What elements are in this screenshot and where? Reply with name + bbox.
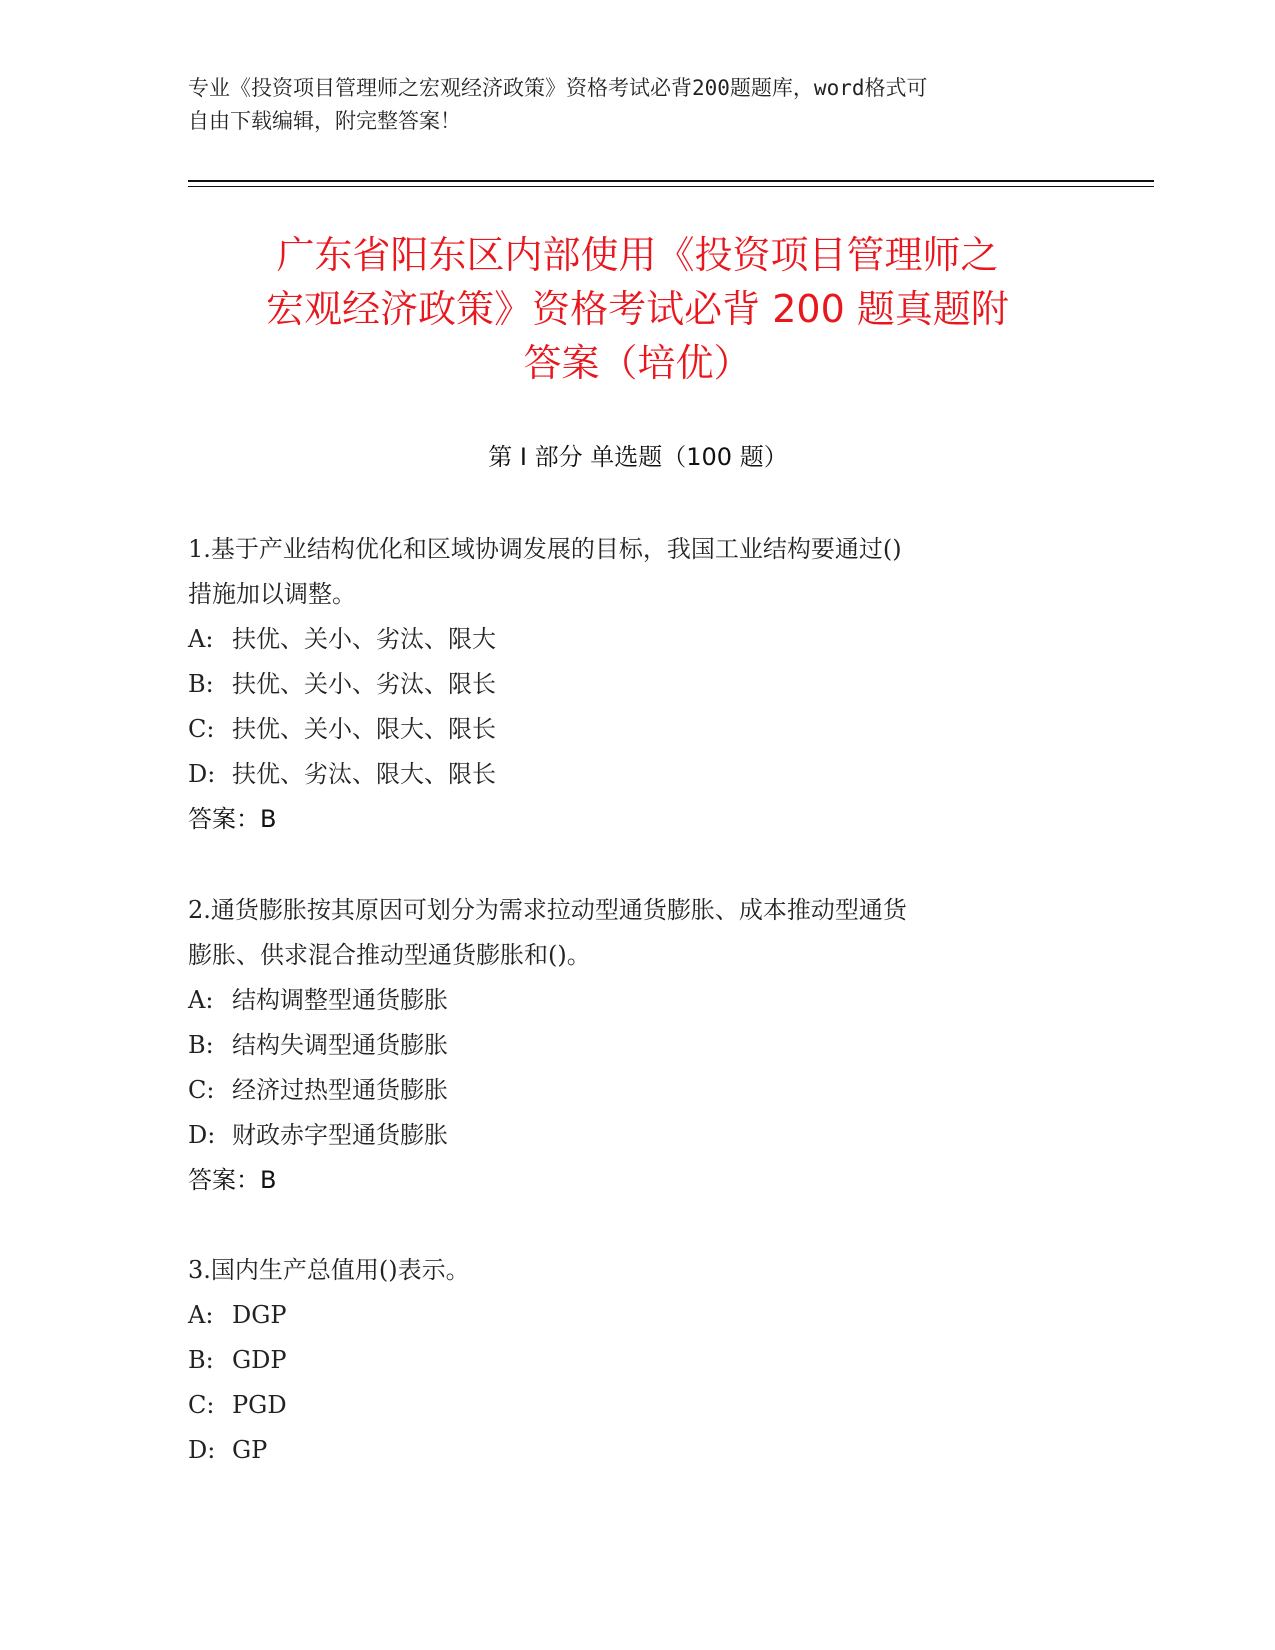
option-letter: D: [188,760,216,788]
option-text: DGP [232,1301,287,1329]
question-2-option-b [188,1023,1068,1068]
question-2-option-d [188,1113,1068,1158]
option-text: 财政赤字型通货膨胀 [232,1121,448,1149]
option-text: GP [232,1436,268,1464]
question-1 [188,527,1068,842]
option-letter: A: [188,986,214,1014]
question-3-text-line-1: 3.国内生产总值用()表示。 [188,1256,470,1284]
question-1-text-line-1: 1.基于产业结构优化和区域协调发展的目标，我国工业结构要通过() [188,535,902,563]
question-2-text-line-2: 膨胀、供求混合推动型通货膨胀和()。 [188,941,591,969]
option-letter: D: [188,1436,216,1464]
document-title-line-1: 广东省阳东区内部使用《投资项目管理师之 [276,233,999,277]
question-3 [188,1248,1068,1473]
header-note-line-2: 自由下载编辑，附完整答案！ [188,109,461,133]
option-text: 结构失调型通货膨胀 [232,1031,448,1059]
question-2-answer: 答案：B [188,1166,277,1194]
header-note [188,72,1068,138]
question-3-option-d [188,1428,1068,1473]
option-letter: D: [188,1121,216,1149]
option-letter: A: [188,1301,214,1329]
option-letter: C: [188,1076,215,1104]
option-letter: A: [188,625,214,653]
option-text: 扶优、关小、限大、限长 [232,715,496,743]
question-2-text-line-1: 2.通货膨胀按其原因可划分为需求拉动型通货膨胀、成本推动型通货 [188,896,907,924]
question-3-option-b [188,1338,1068,1383]
option-letter: B: [188,1346,214,1374]
question-1-option-b [188,662,1068,707]
option-letter: C: [188,1391,215,1419]
document-title-line-3: 答案（培优） [523,341,752,385]
question-3-option-a [188,1293,1068,1338]
question-1-text-line-2: 措施加以调整。 [188,580,356,608]
option-text: PGD [232,1391,287,1419]
option-text: 扶优、关小、劣汰、限大 [232,625,496,653]
question-1-option-d [188,752,1068,797]
option-text: 经济过热型通货膨胀 [232,1076,448,1104]
question-3-option-c [188,1383,1068,1428]
question-1-answer: 答案：B [188,805,277,833]
option-letter: C: [188,715,215,743]
option-text: 结构调整型通货膨胀 [232,986,448,1014]
document-title-line-2: 宏观经济政策》资格考试必背 200 题真题附 [266,287,1009,331]
document-title [160,228,1115,390]
section-heading: 第 I 部分 单选题（100 题） [488,443,788,471]
option-letter: B: [188,1031,214,1059]
question-2 [188,888,1068,1203]
question-2-option-a [188,978,1068,1023]
question-1-option-a [188,617,1068,662]
question-1-option-c [188,707,1068,752]
option-text: GDP [232,1346,287,1374]
header-divider-thick [188,180,1154,182]
option-text: 扶优、关小、劣汰、限长 [232,670,496,698]
header-divider-thin [188,186,1154,187]
header-note-line-1: 专业《投资项目管理师之宏观经济政策》资格考试必背200题题库，word格式可 [188,76,928,100]
question-2-option-c [188,1068,1068,1113]
option-letter: B: [188,670,214,698]
option-text: 扶优、劣汰、限大、限长 [232,760,496,788]
